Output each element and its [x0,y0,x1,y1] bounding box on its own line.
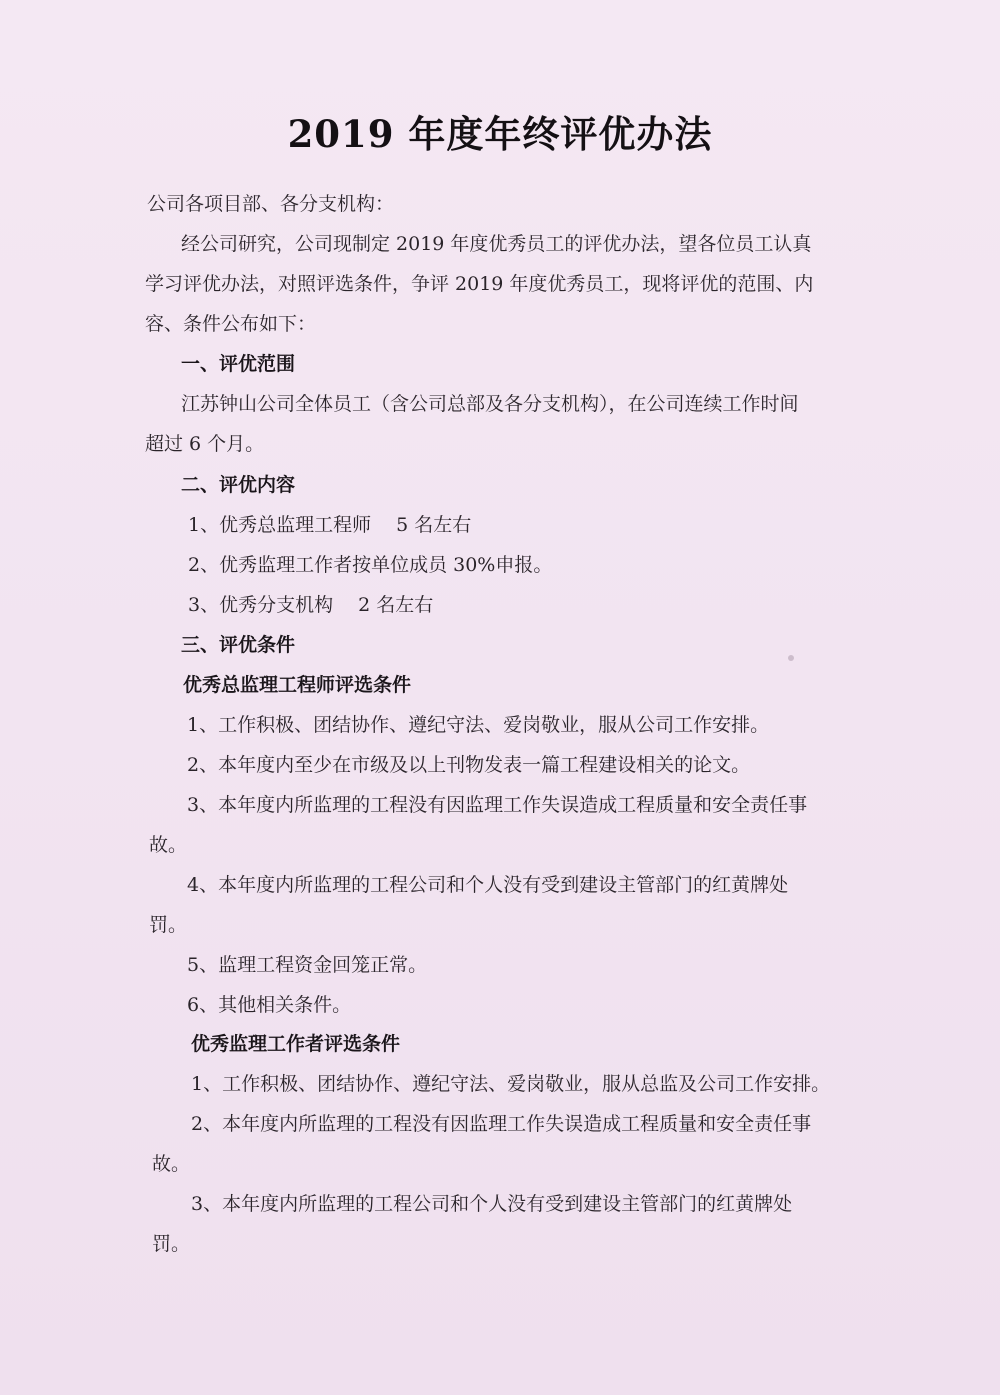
section2-item-2: 2、优秀监理工作者按单位成员 30%申报。 [188,554,553,576]
group1-item-2: 2、本年度内至少在市级及以上刊物发表一篇工程建设相关的论文。 [187,754,751,776]
group2-item-1: 1、工作积极、团结协作、遵纪守法、爱岗敬业，服从总监及公司工作安排。 [191,1073,831,1095]
group2-item-3-cont: 罚。 [152,1233,191,1255]
section3-heading: 三、评优条件 [181,634,296,656]
section2-item-3: 3、优秀分支机构 2 名左右 [188,594,434,616]
scan-speck [788,655,794,661]
section1-body-line-1: 江苏钟山公司全体员工（含公司总部及各分支机构），在公司连续工作时间 [181,393,799,415]
section1-body-line-2: 超过 6 个月。 [145,433,265,455]
group2-item-2: 2、本年度内所监理的工程没有因监理工作失误造成工程质量和安全责任事 [191,1113,812,1135]
section1-heading: 一、评优范围 [181,353,296,375]
group1-item-6: 6、其他相关条件。 [187,994,352,1016]
section2-heading: 二、评优内容 [181,474,296,496]
salutation: 公司各项目部、各分支机构： [147,193,395,215]
intro-line-2: 学习评优办法，对照评选条件，争评 2019 年度优秀员工，现将评优的范围、内 [145,273,814,295]
intro-line-1: 经公司研究，公司现制定 2019 年度优秀员工的评优办法，望各位员工认真 [181,233,812,255]
group1-title: 优秀总监理工程师评选条件 [183,674,412,696]
document-title: 2019 年度年终评优办法 [287,112,713,156]
group1-item-4-cont: 罚。 [149,914,188,936]
group2-item-3: 3、本年度内所监理的工程公司和个人没有受到建设主管部门的红黄牌处 [191,1193,793,1215]
group1-item-5: 5、监理工程资金回笼正常。 [187,954,428,976]
group1-item-3: 3、本年度内所监理的工程没有因监理工作失误造成工程质量和安全责任事 [187,794,808,816]
intro-line-3: 容、条件公布如下： [145,313,317,335]
section2-item-1: 1、优秀总监理工程师 5 名左右 [188,514,472,536]
group2-item-2-cont: 故。 [152,1153,191,1175]
group1-item-4: 4、本年度内所监理的工程公司和个人没有受到建设主管部门的红黄牌处 [187,874,789,896]
group1-item-1: 1、工作积极、团结协作、遵纪守法、爱岗敬业，服从公司工作安排。 [187,714,770,736]
group1-item-3-cont: 故。 [149,834,188,856]
group2-title: 优秀监理工作者评选条件 [191,1033,401,1055]
